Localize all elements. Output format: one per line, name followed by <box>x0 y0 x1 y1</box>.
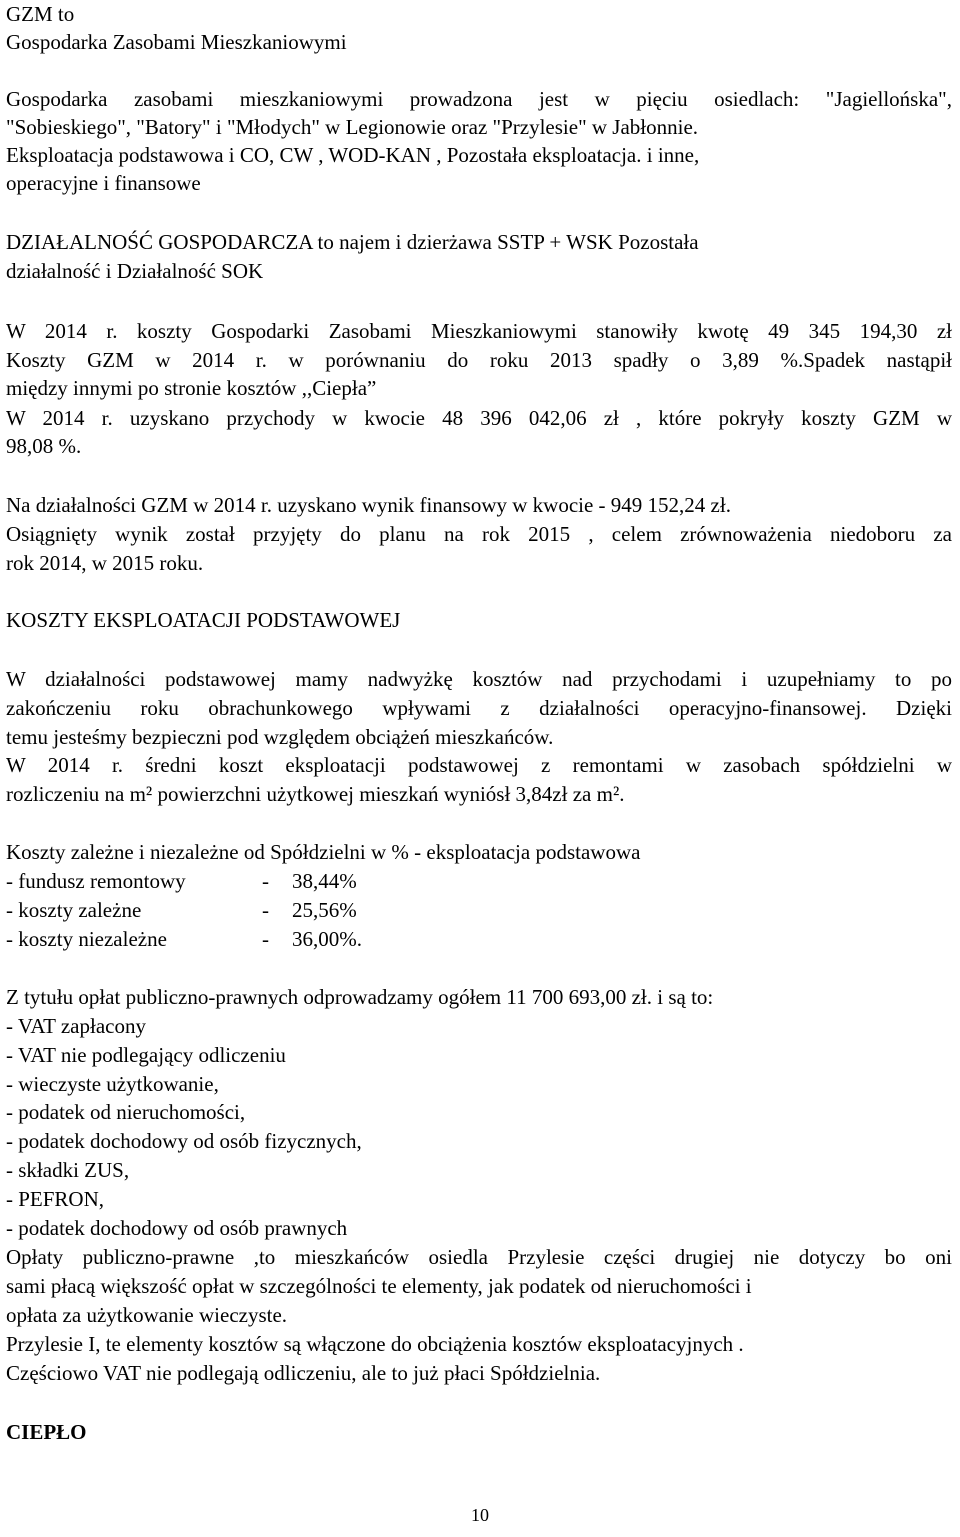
oplaty-item: - podatek dochodowy od osób prawnych <box>6 1216 348 1240</box>
oplaty-note: Przylesie I, te elementy kosztów są włączone do obciążenia kosztów eksploatacyjnych . <box>6 1332 744 1356</box>
dzialalnosc-line: działalność i Działalność SOK <box>6 259 264 283</box>
podstawowa-line: temu jesteśmy bezpieczni pod względem obciążeń mieszkańców. <box>6 725 554 749</box>
koszty-line: Koszty GZM w 2014 r. w porównaniu do roku 2013 spadły o 3,89 %.Spadek nastąpił <box>6 348 952 372</box>
intro-line: Eksploatacja podstawowa i CO, CW , WOD-KAN , Pozostała eksploatacja. i inne, <box>6 143 700 167</box>
oplaty-note: Opłaty publiczno-prawne ,to mieszkańców osiedla Przylesie części drugiej nie dotyczy bo oni <box>6 1245 952 1269</box>
podstawowa-line: W działalności podstawowej mamy nadwyżkę kosztów nad przychodami i uzupełniamy to po <box>6 667 952 691</box>
dzialalnosc-line: DZIAŁALNOŚĆ GOSPODARCZA to najem i dzierżawa SSTP + WSK Pozostała <box>6 230 699 254</box>
oplaty-item: - składki ZUS, <box>6 1158 130 1182</box>
oplaty-item: - podatek dochodowy od osób fizycznych, <box>6 1129 362 1153</box>
page-number: 10 <box>471 1505 489 1525</box>
koszty-line: 98,08 %. <box>6 434 82 458</box>
row-sep: - <box>262 927 269 951</box>
koszty-procent-row <box>6 867 357 895</box>
row-sep: - <box>262 869 269 893</box>
intro-line: operacyjne i finansowe <box>6 171 201 195</box>
oplaty-item: - VAT nie podlegający odliczeniu <box>6 1043 286 1067</box>
doc-title: GZM to <box>6 2 75 26</box>
oplaty-item: - podatek od nieruchomości, <box>6 1100 246 1124</box>
oplaty-note: opłata za użytkowanie wieczyste. <box>6 1303 288 1327</box>
oplaty-note: sami płacą większość opłat w szczególności te elementy, jak podatek od nieruchomości i <box>6 1274 752 1298</box>
koszty-procent-row <box>6 925 362 953</box>
row-label: - fundusz remontowy <box>6 869 186 893</box>
row-value: 36,00%. <box>292 927 362 951</box>
oplaty-note: Częściowo VAT nie podlegają odliczeniu, ale to już płaci Spółdzielnia. <box>6 1361 601 1385</box>
koszty-line: W 2014 r. uzyskano przychody w kwocie 48 396 042,06 zł , które pokryły koszty GZM w <box>6 406 952 430</box>
oplaty-item: - VAT zapłacony <box>6 1014 146 1038</box>
row-label: - koszty niezależne <box>6 927 167 951</box>
wynik-line: Osiągnięty wynik został przyjęty do planu na rok 2015 , celem zrównoważenia niedoboru za <box>6 522 952 546</box>
intro-line: "Sobieskiego", "Batory" i "Młodych" w Legionowie oraz "Przylesie" w Jabłonnie. <box>6 115 699 139</box>
koszty-procent-row <box>6 896 357 924</box>
row-label: - koszty zależne <box>6 898 142 922</box>
doc-subtitle: Gospodarka Zasobami Mieszkaniowymi <box>6 30 347 54</box>
wynik-line: rok 2014, w 2015 roku. <box>6 551 204 575</box>
section-heading: KOSZTY EKSPLOATACJI PODSTAWOWEJ <box>6 608 401 632</box>
koszty-line: między innymi po stronie kosztów ,,Ciepła” <box>6 376 377 400</box>
oplaty-item: - wieczyste użytkowanie, <box>6 1072 219 1096</box>
row-value: 25,56% <box>292 898 357 922</box>
oplaty-item: - PEFRON, <box>6 1187 105 1211</box>
intro-line: Gospodarka zasobami mieszkaniowymi prowadzona jest w pięciu osiedlach: "Jagiellońska", <box>6 87 952 111</box>
oplaty-intro: Z tytułu opłat publiczno-prawnych odprowadzamy ogółem 11 700 693,00 zł. i są to: <box>6 985 714 1009</box>
cieplo-heading: CIEPŁO <box>6 1420 87 1444</box>
koszty-line: W 2014 r. koszty Gospodarki Zasobami Mieszkaniowymi stanowiły kwotę 49 345 194,30 zł <box>6 319 952 343</box>
row-sep: - <box>262 898 269 922</box>
row-value: 38,44% <box>292 869 357 893</box>
wynik-line: Na działalności GZM w 2014 r. uzyskano wynik finansowy w kwocie - 949 152,24 zł. <box>6 493 731 517</box>
koszty-procent-heading: Koszty zależne i niezależne od Spółdzielni w % - eksploatacja podstawowa <box>6 840 641 864</box>
podstawowa-line: rozliczeniu na m² powierzchni użytkowej mieszkań wyniósł 3,84zł za m². <box>6 782 625 806</box>
podstawowa-line: zakończeniu roku obrachunkowego wpływami z działalności operacyjno-finansowej. Dzięki <box>6 696 952 720</box>
podstawowa-line: W 2014 r. średni koszt eksploatacji podstawowej z remontami w zasobach spółdzielni w <box>6 753 952 777</box>
